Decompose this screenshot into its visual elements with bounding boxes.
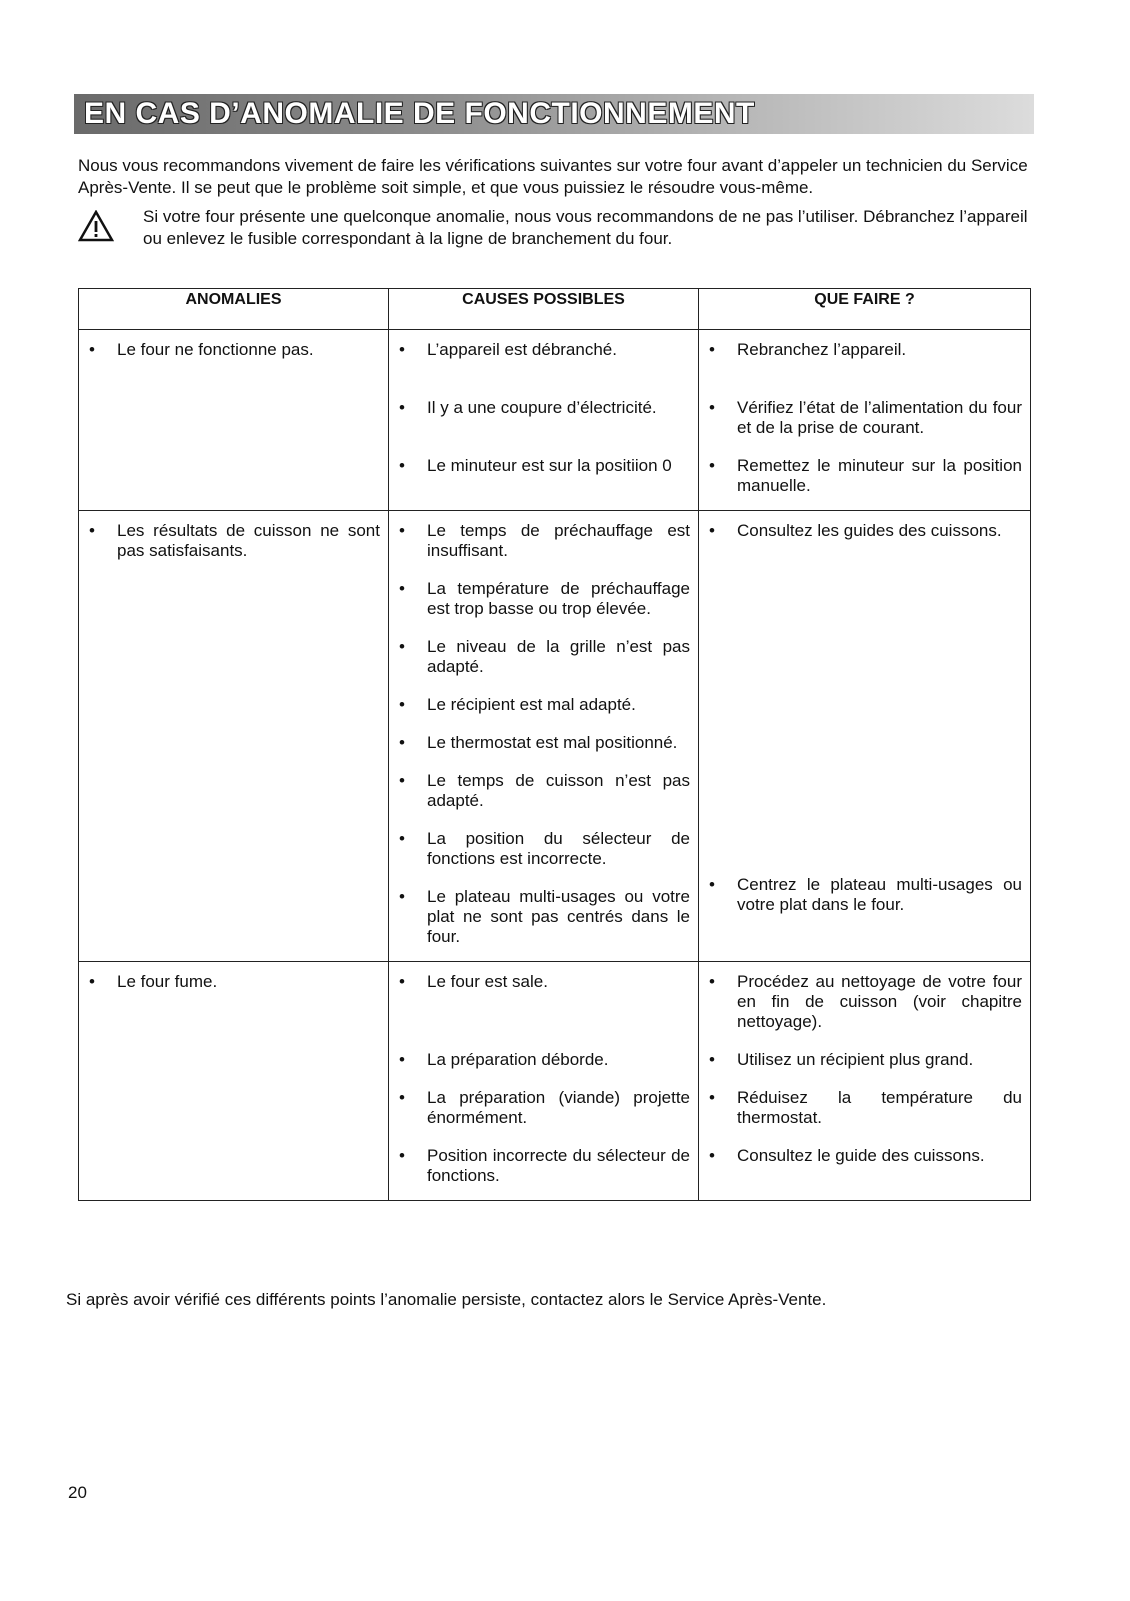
actions-cell [699, 330, 1031, 511]
header-anomalies: ANOMALIES [79, 289, 389, 330]
action-item: • Vérifiez l’état de l’alimentation du four et de la prise de courant. [707, 398, 1022, 438]
cause-item: • Position incorrecte du sélecteur de fonctions. [397, 1146, 690, 1186]
action-item: • Remettez le minuteur sur la position manuelle. [707, 456, 1022, 496]
action-item: • Consultez les guides des cuissons. [707, 521, 1022, 541]
cause-item: • Il y a une coupure d’électricité. [397, 398, 690, 438]
causes-cell [389, 330, 699, 511]
anomaly-item: • Le four fume. [87, 972, 380, 992]
action-item: • Utilisez un récipient plus grand. [707, 1050, 1022, 1070]
cause-item: • L’appareil est débranché. [397, 340, 690, 380]
anomaly-cell [79, 962, 389, 1201]
cause-item: • Le temps de préchauffage est insuffisant. [397, 521, 690, 561]
troubleshooting-table [78, 288, 1031, 1201]
table-header-row [79, 289, 1031, 330]
table-row [79, 330, 1031, 511]
table-row [79, 962, 1031, 1201]
action-item: • Consultez le guide des cuissons. [707, 1146, 1022, 1166]
cause-item: • Le récipient est mal adapté. [397, 695, 690, 715]
cause-item: • La préparation déborde. [397, 1050, 690, 1070]
cause-item: • La température de préchauffage est trop basse ou trop élevée. [397, 579, 690, 619]
cause-item: • Le thermostat est mal positionné. [397, 733, 690, 753]
actions-cell [699, 511, 1031, 962]
anomaly-cell [79, 511, 389, 962]
page-title: EN CAS D’ANOMALIE DE FONCTIONNEMENT [84, 97, 755, 130]
cause-item: • Le niveau de la grille n’est pas adapté. [397, 637, 690, 677]
cause-item: • La position du sélecteur de fonctions est incorrecte. [397, 829, 690, 869]
cause-item: • Le plateau multi-usages ou votre plat ne sont pas centrés dans le four. [397, 887, 690, 947]
header-causes: CAUSES POSSIBLES [389, 289, 699, 330]
page-number: 20 [68, 1483, 87, 1502]
intro-paragraph: Nous vous recommandons vivement de faire les vérifications suivantes sur votre four avant d’appeler un technicien du Service Après-Vente. Il se peut que le problème soit simple, et que vous puissiez le résoudre vous-même. [78, 156, 1028, 197]
cause-item: • La préparation (viande) projette énormément. [397, 1088, 690, 1128]
warning-block [78, 206, 1033, 250]
action-item: • Rebranchez l’appareil. [707, 340, 1022, 380]
warning-triangle-icon [78, 210, 114, 242]
causes-cell [389, 962, 699, 1201]
warning-text: Si votre four présente une quelconque anomalie, nous vous recommandons de ne pas l’utiliser. Débranchez l’appareil ou enlevez le fusible correspondant à la ligne de branchement du four. [143, 207, 1028, 248]
cause-item: • Le minuteur est sur la positiion 0 [397, 456, 690, 496]
cause-item: • Le four est sale. [397, 972, 690, 1032]
anomaly-cell [79, 330, 389, 511]
section-banner [74, 94, 1034, 134]
anomaly-item: • Le four ne fonctionne pas. [87, 340, 380, 360]
action-item: • Procédez au nettoyage de votre four en fin de cuisson (voir chapitre nettoyage). [707, 972, 1022, 1032]
actions-cell [699, 962, 1031, 1201]
anomaly-item: • Les résultats de cuisson ne sont pas satisfaisants. [87, 521, 380, 561]
table-row [79, 511, 1031, 962]
header-actions: QUE FAIRE ? [699, 289, 1031, 330]
closing-paragraph: Si après avoir vérifié ces différents points l’anomalie persiste, contactez alors le Service Après-Vente. [66, 1290, 827, 1309]
action-item: • Centrez le plateau multi-usages ou votre plat dans le four. [707, 875, 1022, 915]
action-item: • Réduisez la température du thermostat. [707, 1088, 1022, 1128]
cause-item: • Le temps de cuisson n’est pas adapté. [397, 771, 690, 811]
causes-cell [389, 511, 699, 962]
